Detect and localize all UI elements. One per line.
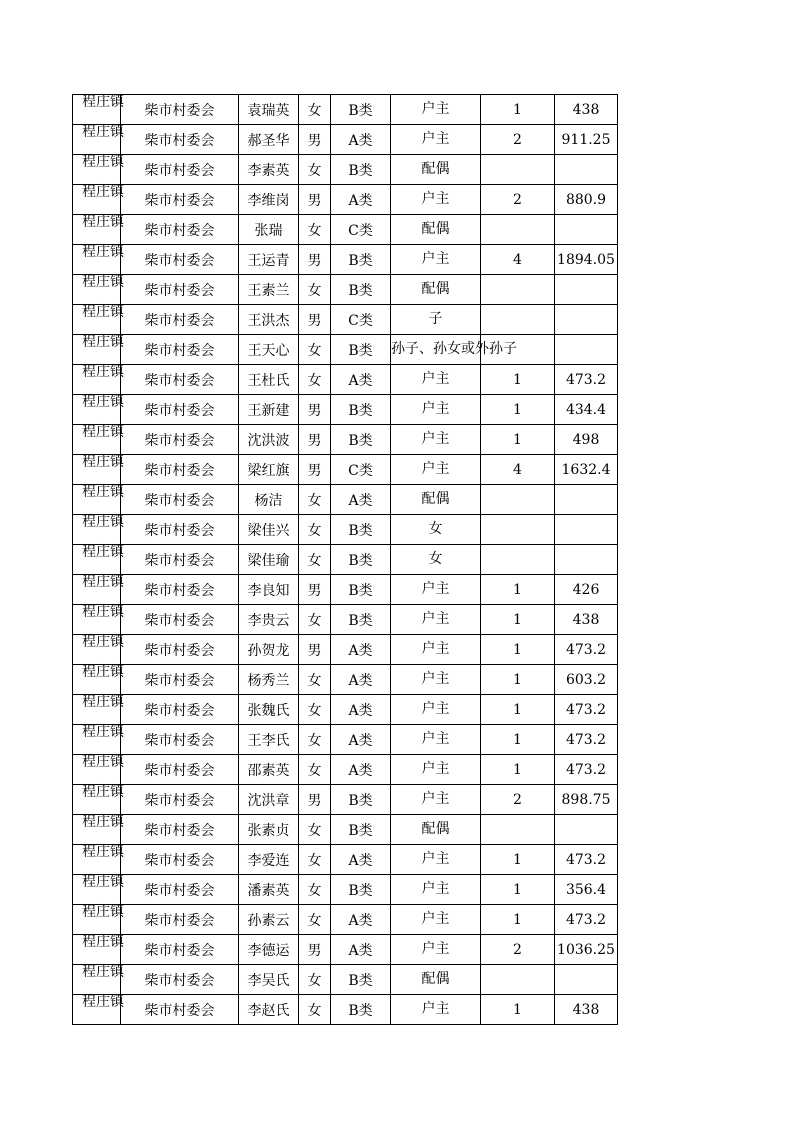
- name-cell: 王杜氏: [239, 365, 299, 395]
- amount-cell: 911.25: [555, 125, 618, 155]
- table-row: [73, 935, 618, 965]
- gender-cell: 女: [299, 725, 331, 755]
- relation-cell: 户主: [391, 995, 481, 1025]
- village-cell: 柴市村委会: [121, 875, 239, 905]
- relation-cell: 户主: [391, 455, 481, 485]
- town-cell: 程庄镇: [73, 605, 121, 635]
- table-row: [73, 455, 618, 485]
- category-cell: B类: [331, 245, 391, 275]
- town-cell: 程庄镇: [73, 695, 121, 725]
- table-row: [73, 515, 618, 545]
- gender-cell: 男: [299, 395, 331, 425]
- town-cell: 程庄镇: [73, 305, 121, 335]
- household-count-cell: [481, 215, 555, 245]
- town-cell: 程庄镇: [73, 995, 121, 1025]
- category-cell: A类: [331, 695, 391, 725]
- name-cell: 沈洪波: [239, 425, 299, 455]
- village-cell: 柴市村委会: [121, 725, 239, 755]
- household-count-cell: 1: [481, 635, 555, 665]
- amount-cell: [555, 515, 618, 545]
- amount-cell: 426: [555, 575, 618, 605]
- town-cell: 程庄镇: [73, 755, 121, 785]
- gender-cell: 女: [299, 815, 331, 845]
- household-count-cell: [481, 305, 555, 335]
- name-cell: 潘素英: [239, 875, 299, 905]
- table-row: [73, 305, 618, 335]
- table-row: [73, 125, 618, 155]
- gender-cell: 男: [299, 185, 331, 215]
- village-cell: 柴市村委会: [121, 785, 239, 815]
- amount-cell: 898.75: [555, 785, 618, 815]
- category-cell: B类: [331, 575, 391, 605]
- town-cell: 程庄镇: [73, 815, 121, 845]
- name-cell: 王天心: [239, 335, 299, 365]
- relation-cell: 户主: [391, 785, 481, 815]
- relation-cell: 户主: [391, 605, 481, 635]
- category-cell: B类: [331, 335, 391, 365]
- village-cell: 柴市村委会: [121, 155, 239, 185]
- household-count-cell: 1: [481, 605, 555, 635]
- name-cell: 李贵云: [239, 605, 299, 635]
- household-count-cell: [481, 515, 555, 545]
- category-cell: B类: [331, 965, 391, 995]
- household-count-cell: 1: [481, 755, 555, 785]
- village-cell: 柴市村委会: [121, 575, 239, 605]
- amount-cell: 438: [555, 95, 618, 125]
- gender-cell: 女: [299, 845, 331, 875]
- gender-cell: 男: [299, 305, 331, 335]
- gender-cell: 女: [299, 335, 331, 365]
- table-row: [73, 965, 618, 995]
- amount-cell: [555, 485, 618, 515]
- name-cell: 梁佳兴: [239, 515, 299, 545]
- village-cell: 柴市村委会: [121, 845, 239, 875]
- gender-cell: 男: [299, 575, 331, 605]
- town-cell: 程庄镇: [73, 965, 121, 995]
- town-cell: 程庄镇: [73, 725, 121, 755]
- relation-cell: 配偶: [391, 815, 481, 845]
- table-row: [73, 755, 618, 785]
- relation-cell: 户主: [391, 425, 481, 455]
- household-count-cell: [481, 485, 555, 515]
- amount-cell: [555, 155, 618, 185]
- relation-cell: 户主: [391, 725, 481, 755]
- gender-cell: 男: [299, 455, 331, 485]
- table-row: [73, 995, 618, 1025]
- table-row: [73, 695, 618, 725]
- village-cell: 柴市村委会: [121, 905, 239, 935]
- category-cell: B类: [331, 545, 391, 575]
- gender-cell: 女: [299, 695, 331, 725]
- name-cell: 李维岗: [239, 185, 299, 215]
- amount-cell: [555, 275, 618, 305]
- household-count-cell: 2: [481, 935, 555, 965]
- town-cell: 程庄镇: [73, 395, 121, 425]
- gender-cell: 男: [299, 125, 331, 155]
- village-cell: 柴市村委会: [121, 275, 239, 305]
- village-cell: 柴市村委会: [121, 605, 239, 635]
- category-cell: A类: [331, 845, 391, 875]
- village-cell: 柴市村委会: [121, 515, 239, 545]
- gender-cell: 女: [299, 155, 331, 185]
- name-cell: 李赵氏: [239, 995, 299, 1025]
- relation-cell: 孙子、孙女或外孙子: [391, 335, 481, 365]
- table-row: [73, 275, 618, 305]
- relation-cell: 户主: [391, 665, 481, 695]
- amount-cell: 473.2: [555, 725, 618, 755]
- table-row: [73, 605, 618, 635]
- household-count-cell: 1: [481, 425, 555, 455]
- household-count-cell: 1: [481, 365, 555, 395]
- amount-cell: [555, 335, 618, 365]
- gender-cell: 女: [299, 755, 331, 785]
- name-cell: 王运青: [239, 245, 299, 275]
- category-cell: C类: [331, 305, 391, 335]
- village-cell: 柴市村委会: [121, 215, 239, 245]
- village-cell: 柴市村委会: [121, 935, 239, 965]
- category-cell: B类: [331, 395, 391, 425]
- village-cell: 柴市村委会: [121, 395, 239, 425]
- gender-cell: 男: [299, 245, 331, 275]
- category-cell: B类: [331, 605, 391, 635]
- amount-cell: 438: [555, 995, 618, 1025]
- category-cell: A类: [331, 185, 391, 215]
- table-row: [73, 665, 618, 695]
- amount-cell: 880.9: [555, 185, 618, 215]
- amount-cell: 473.2: [555, 635, 618, 665]
- category-cell: A类: [331, 755, 391, 785]
- household-count-cell: 1: [481, 875, 555, 905]
- village-cell: 柴市村委会: [121, 305, 239, 335]
- relation-cell: 户主: [391, 365, 481, 395]
- amount-cell: 473.2: [555, 365, 618, 395]
- relation-cell: 配偶: [391, 215, 481, 245]
- name-cell: 孙贺龙: [239, 635, 299, 665]
- relief-roster-table: [72, 94, 618, 1025]
- town-cell: 程庄镇: [73, 515, 121, 545]
- name-cell: 沈洪章: [239, 785, 299, 815]
- name-cell: 梁红旗: [239, 455, 299, 485]
- relation-cell: 户主: [391, 755, 481, 785]
- village-cell: 柴市村委会: [121, 365, 239, 395]
- town-cell: 程庄镇: [73, 455, 121, 485]
- gender-cell: 女: [299, 365, 331, 395]
- relation-cell: 配偶: [391, 275, 481, 305]
- town-cell: 程庄镇: [73, 575, 121, 605]
- table-row: [73, 485, 618, 515]
- household-count-cell: 1: [481, 845, 555, 875]
- category-cell: A类: [331, 905, 391, 935]
- household-count-cell: 1: [481, 905, 555, 935]
- category-cell: B类: [331, 875, 391, 905]
- table-row: [73, 635, 618, 665]
- relation-cell: 户主: [391, 125, 481, 155]
- town-cell: 程庄镇: [73, 185, 121, 215]
- category-cell: B类: [331, 995, 391, 1025]
- town-cell: 程庄镇: [73, 365, 121, 395]
- town-cell: 程庄镇: [73, 935, 121, 965]
- relation-cell: 户主: [391, 875, 481, 905]
- village-cell: 柴市村委会: [121, 545, 239, 575]
- household-count-cell: [481, 275, 555, 305]
- amount-cell: 473.2: [555, 695, 618, 725]
- village-cell: 柴市村委会: [121, 185, 239, 215]
- category-cell: A类: [331, 725, 391, 755]
- relation-cell: 配偶: [391, 965, 481, 995]
- name-cell: 张瑞: [239, 215, 299, 245]
- village-cell: 柴市村委会: [121, 815, 239, 845]
- name-cell: 王素兰: [239, 275, 299, 305]
- gender-cell: 女: [299, 215, 331, 245]
- relation-cell: 户主: [391, 905, 481, 935]
- village-cell: 柴市村委会: [121, 485, 239, 515]
- village-cell: 柴市村委会: [121, 125, 239, 155]
- amount-cell: 473.2: [555, 845, 618, 875]
- table-row: [73, 875, 618, 905]
- town-cell: 程庄镇: [73, 335, 121, 365]
- household-count-cell: 1: [481, 575, 555, 605]
- name-cell: 孙素云: [239, 905, 299, 935]
- household-count-cell: 1: [481, 725, 555, 755]
- village-cell: 柴市村委会: [121, 95, 239, 125]
- category-cell: B类: [331, 95, 391, 125]
- household-count-cell: 2: [481, 125, 555, 155]
- category-cell: B类: [331, 515, 391, 545]
- name-cell: 张素贞: [239, 815, 299, 845]
- town-cell: 程庄镇: [73, 875, 121, 905]
- gender-cell: 男: [299, 635, 331, 665]
- household-count-cell: 1: [481, 665, 555, 695]
- town-cell: 程庄镇: [73, 215, 121, 245]
- village-cell: 柴市村委会: [121, 335, 239, 365]
- relation-cell: 户主: [391, 245, 481, 275]
- amount-cell: 603.2: [555, 665, 618, 695]
- category-cell: A类: [331, 365, 391, 395]
- amount-cell: 356.4: [555, 875, 618, 905]
- gender-cell: 女: [299, 995, 331, 1025]
- amount-cell: 1632.4: [555, 455, 618, 485]
- table-row: [73, 95, 618, 125]
- household-count-cell: 1: [481, 95, 555, 125]
- village-cell: 柴市村委会: [121, 635, 239, 665]
- town-cell: 程庄镇: [73, 785, 121, 815]
- relation-cell: 子: [391, 305, 481, 335]
- table-row: [73, 425, 618, 455]
- category-cell: C类: [331, 215, 391, 245]
- town-cell: 程庄镇: [73, 665, 121, 695]
- name-cell: 邵素英: [239, 755, 299, 785]
- amount-cell: 473.2: [555, 755, 618, 785]
- town-cell: 程庄镇: [73, 905, 121, 935]
- amount-cell: [555, 965, 618, 995]
- category-cell: A类: [331, 125, 391, 155]
- name-cell: 郝圣华: [239, 125, 299, 155]
- category-cell: A类: [331, 935, 391, 965]
- name-cell: 李爱连: [239, 845, 299, 875]
- amount-cell: [555, 815, 618, 845]
- name-cell: 李德运: [239, 935, 299, 965]
- town-cell: 程庄镇: [73, 95, 121, 125]
- gender-cell: 女: [299, 95, 331, 125]
- table-body: [73, 95, 618, 1025]
- gender-cell: 男: [299, 785, 331, 815]
- category-cell: B类: [331, 275, 391, 305]
- amount-cell: 498: [555, 425, 618, 455]
- town-cell: 程庄镇: [73, 245, 121, 275]
- name-cell: 杨洁: [239, 485, 299, 515]
- household-count-cell: [481, 815, 555, 845]
- table-row: [73, 905, 618, 935]
- household-count-cell: [481, 965, 555, 995]
- village-cell: 柴市村委会: [121, 665, 239, 695]
- village-cell: 柴市村委会: [121, 245, 239, 275]
- table-row: [73, 845, 618, 875]
- category-cell: A类: [331, 635, 391, 665]
- relation-cell: 户主: [391, 395, 481, 425]
- relation-cell: 户主: [391, 845, 481, 875]
- relation-cell: 户主: [391, 935, 481, 965]
- relation-cell: 女: [391, 545, 481, 575]
- town-cell: 程庄镇: [73, 425, 121, 455]
- household-count-cell: [481, 155, 555, 185]
- town-cell: 程庄镇: [73, 485, 121, 515]
- town-cell: 程庄镇: [73, 125, 121, 155]
- village-cell: 柴市村委会: [121, 995, 239, 1025]
- village-cell: 柴市村委会: [121, 455, 239, 485]
- amount-cell: [555, 215, 618, 245]
- table-row: [73, 785, 618, 815]
- name-cell: 王洪杰: [239, 305, 299, 335]
- household-count-cell: 1: [481, 995, 555, 1025]
- category-cell: B类: [331, 815, 391, 845]
- name-cell: 袁瑞英: [239, 95, 299, 125]
- table-row: [73, 185, 618, 215]
- relation-cell: 配偶: [391, 485, 481, 515]
- table-row: [73, 395, 618, 425]
- table-row: [73, 245, 618, 275]
- relation-cell: 户主: [391, 185, 481, 215]
- table-row: [73, 575, 618, 605]
- amount-cell: 434.4: [555, 395, 618, 425]
- table-row: [73, 725, 618, 755]
- household-count-cell: 2: [481, 185, 555, 215]
- gender-cell: 女: [299, 485, 331, 515]
- amount-cell: [555, 305, 618, 335]
- amount-cell: [555, 545, 618, 575]
- table-row: [73, 365, 618, 395]
- village-cell: 柴市村委会: [121, 755, 239, 785]
- category-cell: B类: [331, 785, 391, 815]
- town-cell: 程庄镇: [73, 635, 121, 665]
- gender-cell: 女: [299, 875, 331, 905]
- household-count-cell: 1: [481, 395, 555, 425]
- gender-cell: 女: [299, 605, 331, 635]
- name-cell: 杨秀兰: [239, 665, 299, 695]
- gender-cell: 女: [299, 665, 331, 695]
- category-cell: B类: [331, 425, 391, 455]
- relation-cell: 户主: [391, 575, 481, 605]
- gender-cell: 女: [299, 965, 331, 995]
- category-cell: A类: [331, 665, 391, 695]
- gender-cell: 女: [299, 275, 331, 305]
- village-cell: 柴市村委会: [121, 695, 239, 725]
- gender-cell: 女: [299, 905, 331, 935]
- table-row: [73, 545, 618, 575]
- name-cell: 王新建: [239, 395, 299, 425]
- name-cell: 王李氏: [239, 725, 299, 755]
- amount-cell: 1036.25: [555, 935, 618, 965]
- household-count-cell: [481, 545, 555, 575]
- name-cell: 李吴氏: [239, 965, 299, 995]
- gender-cell: 女: [299, 515, 331, 545]
- amount-cell: 1894.05: [555, 245, 618, 275]
- category-cell: A类: [331, 485, 391, 515]
- village-cell: 柴市村委会: [121, 425, 239, 455]
- relation-cell: 户主: [391, 635, 481, 665]
- table-row: [73, 335, 618, 365]
- category-cell: B类: [331, 155, 391, 185]
- name-cell: 李素英: [239, 155, 299, 185]
- name-cell: 张魏氏: [239, 695, 299, 725]
- gender-cell: 男: [299, 935, 331, 965]
- town-cell: 程庄镇: [73, 155, 121, 185]
- table-row: [73, 155, 618, 185]
- amount-cell: 473.2: [555, 905, 618, 935]
- household-count-cell: 2: [481, 785, 555, 815]
- town-cell: 程庄镇: [73, 845, 121, 875]
- household-count-cell: 1: [481, 695, 555, 725]
- table-row: [73, 215, 618, 245]
- table-row: [73, 815, 618, 845]
- name-cell: 梁佳瑜: [239, 545, 299, 575]
- village-cell: 柴市村委会: [121, 965, 239, 995]
- town-cell: 程庄镇: [73, 275, 121, 305]
- gender-cell: 女: [299, 545, 331, 575]
- relation-cell: 配偶: [391, 155, 481, 185]
- household-count-cell: 4: [481, 245, 555, 275]
- name-cell: 李良知: [239, 575, 299, 605]
- category-cell: C类: [331, 455, 391, 485]
- amount-cell: 438: [555, 605, 618, 635]
- gender-cell: 男: [299, 425, 331, 455]
- household-count-cell: 4: [481, 455, 555, 485]
- relation-cell: 女: [391, 515, 481, 545]
- town-cell: 程庄镇: [73, 545, 121, 575]
- relation-cell: 户主: [391, 95, 481, 125]
- relation-cell: 户主: [391, 695, 481, 725]
